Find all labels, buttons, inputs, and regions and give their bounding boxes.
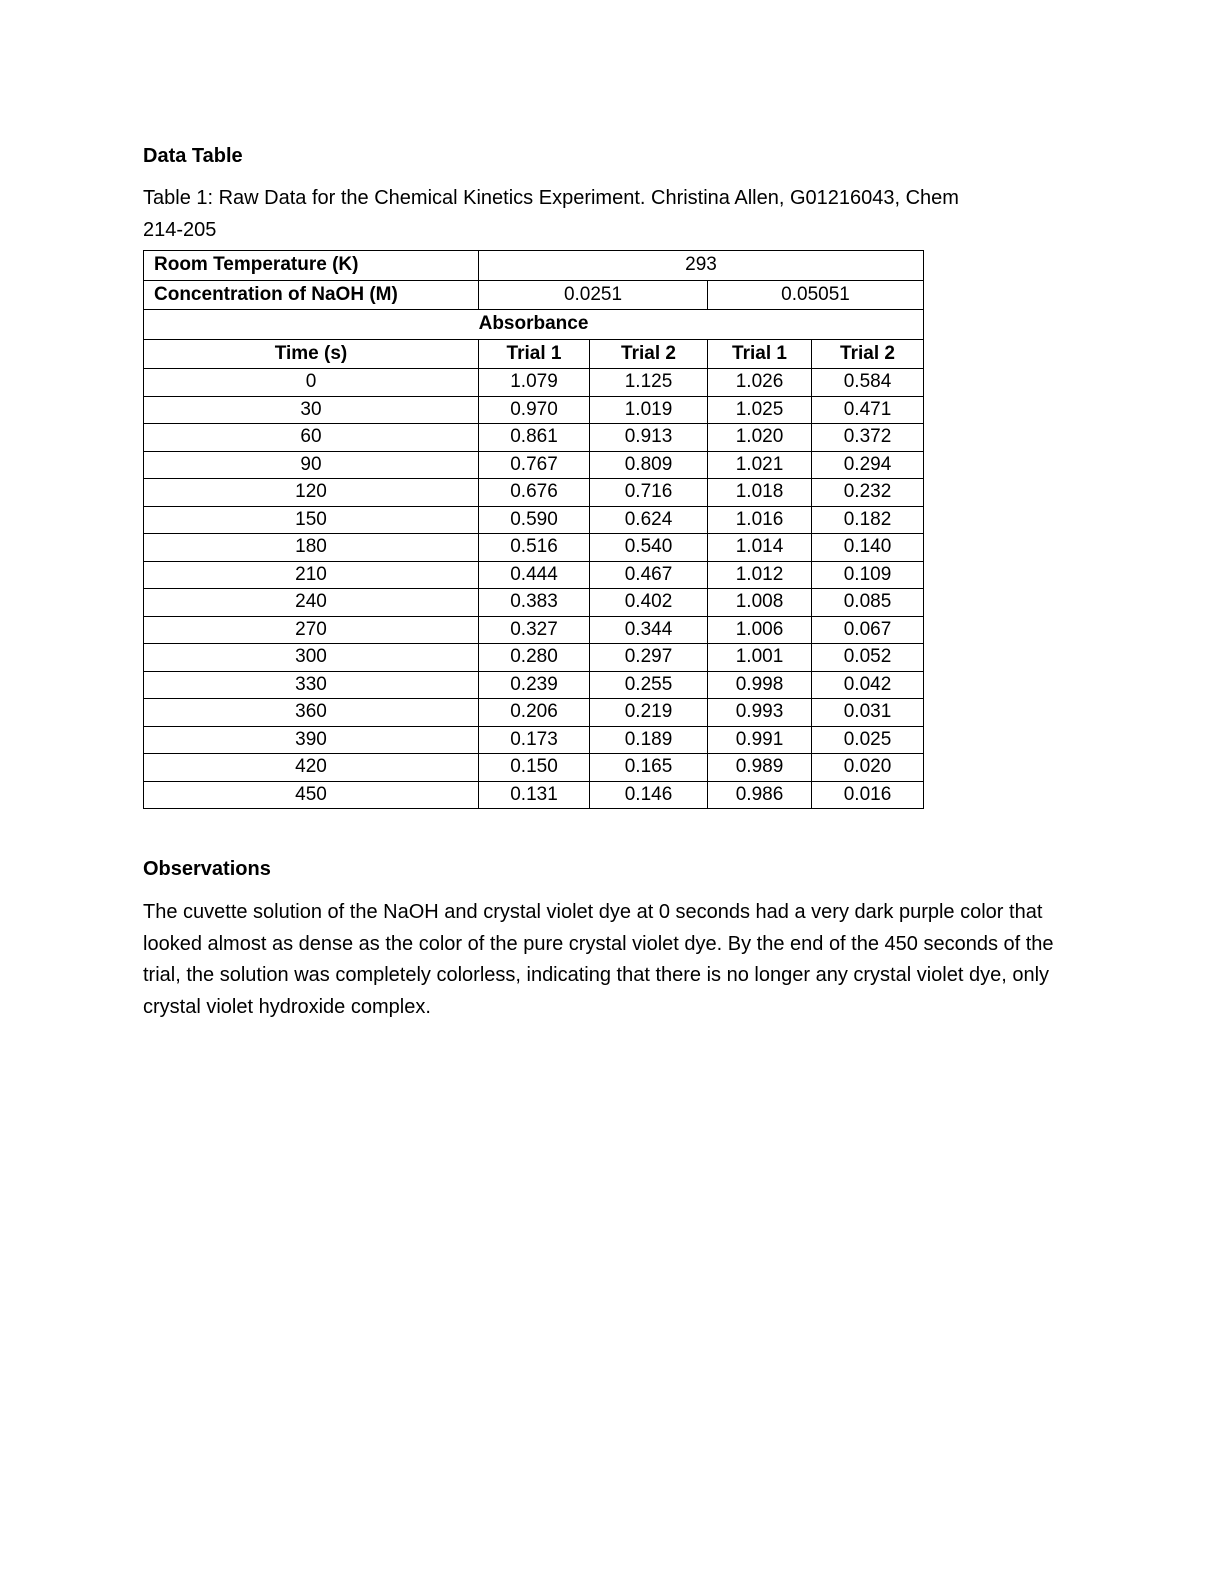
absorbance-cell: 1.006 xyxy=(708,616,812,644)
table-row xyxy=(144,644,924,672)
naoh-concentration-row xyxy=(144,280,924,310)
absorbance-cell: 0.109 xyxy=(812,561,924,589)
absorbance-cell: 0.991 xyxy=(708,726,812,754)
time-header: Time (s) xyxy=(144,339,479,369)
absorbance-cell: 0.986 xyxy=(708,781,812,809)
absorbance-cell: 0.344 xyxy=(590,616,708,644)
absorbance-cell: 0.255 xyxy=(590,671,708,699)
absorbance-cell: 1.019 xyxy=(590,396,708,424)
column-header-row xyxy=(144,339,924,369)
document-page xyxy=(143,140,1083,1023)
trial-header: Trial 1 xyxy=(708,339,812,369)
time-cell: 150 xyxy=(144,506,479,534)
table-row xyxy=(144,726,924,754)
table-row xyxy=(144,671,924,699)
table-row xyxy=(144,561,924,589)
absorbance-cell: 1.012 xyxy=(708,561,812,589)
absorbance-label: Absorbance xyxy=(144,310,924,340)
absorbance-cell: 0.676 xyxy=(479,479,590,507)
room-temperature-label: Room Temperature (K) xyxy=(144,251,479,281)
table-row xyxy=(144,396,924,424)
absorbance-cell: 0.327 xyxy=(479,616,590,644)
raw-data-table xyxy=(143,250,924,809)
absorbance-cell: 0.165 xyxy=(590,754,708,782)
absorbance-cell: 0.173 xyxy=(479,726,590,754)
naoh-concentration-label: Concentration of NaOH (M) xyxy=(144,280,479,310)
time-cell: 270 xyxy=(144,616,479,644)
absorbance-cell: 0.590 xyxy=(479,506,590,534)
table-row xyxy=(144,479,924,507)
absorbance-cell: 0.146 xyxy=(590,781,708,809)
absorbance-cell: 0.467 xyxy=(590,561,708,589)
absorbance-cell: 0.232 xyxy=(812,479,924,507)
absorbance-cell: 0.970 xyxy=(479,396,590,424)
absorbance-cell: 0.052 xyxy=(812,644,924,672)
table-row xyxy=(144,451,924,479)
table-caption: Table 1: Raw Data for the Chemical Kinetics Experiment. Christina Allen, G01216043, Chem 214-205 xyxy=(143,187,959,241)
time-cell: 240 xyxy=(144,589,479,617)
table-row xyxy=(144,589,924,617)
absorbance-cell: 1.018 xyxy=(708,479,812,507)
observations-heading: Observations xyxy=(143,858,271,880)
table-row xyxy=(144,369,924,397)
absorbance-cell: 0.716 xyxy=(590,479,708,507)
absorbance-cell: 0.998 xyxy=(708,671,812,699)
absorbance-row xyxy=(144,310,924,340)
absorbance-cell: 0.016 xyxy=(812,781,924,809)
absorbance-cell: 1.020 xyxy=(708,424,812,452)
absorbance-cell: 0.280 xyxy=(479,644,590,672)
time-cell: 30 xyxy=(144,396,479,424)
trial-header: Trial 2 xyxy=(812,339,924,369)
absorbance-cell: 0.444 xyxy=(479,561,590,589)
time-cell: 420 xyxy=(144,754,479,782)
absorbance-cell: 0.383 xyxy=(479,589,590,617)
table-row xyxy=(144,534,924,562)
time-cell: 180 xyxy=(144,534,479,562)
time-cell: 120 xyxy=(144,479,479,507)
time-cell: 0 xyxy=(144,369,479,397)
trial-header: Trial 1 xyxy=(479,339,590,369)
room-temperature-row xyxy=(144,251,924,281)
absorbance-cell: 0.182 xyxy=(812,506,924,534)
observations-text: The cuvette solution of the NaOH and crystal violet dye at 0 seconds had a very dark purple color that looked almost as dense as the color of the pure crystal violet dye. By the end of the 450 seconds of the trial, the solution was completely colorless, indicating that there is no longer any crystal violet dye, only crystal violet hydroxide complex. xyxy=(143,901,1054,1018)
room-temperature-value: 293 xyxy=(479,251,924,281)
table-row xyxy=(144,781,924,809)
absorbance-cell: 0.809 xyxy=(590,451,708,479)
absorbance-cell: 1.021 xyxy=(708,451,812,479)
absorbance-cell: 0.372 xyxy=(812,424,924,452)
absorbance-cell: 0.085 xyxy=(812,589,924,617)
table-row xyxy=(144,506,924,534)
absorbance-cell: 0.297 xyxy=(590,644,708,672)
time-cell: 360 xyxy=(144,699,479,727)
absorbance-cell: 0.131 xyxy=(479,781,590,809)
time-cell: 60 xyxy=(144,424,479,452)
absorbance-cell: 0.584 xyxy=(812,369,924,397)
absorbance-cell: 0.624 xyxy=(590,506,708,534)
absorbance-cell: 1.016 xyxy=(708,506,812,534)
absorbance-cell: 0.025 xyxy=(812,726,924,754)
table-row xyxy=(144,616,924,644)
absorbance-cell: 0.042 xyxy=(812,671,924,699)
absorbance-cell: 0.219 xyxy=(590,699,708,727)
absorbance-cell: 0.989 xyxy=(708,754,812,782)
absorbance-cell: 1.026 xyxy=(708,369,812,397)
absorbance-cell: 0.150 xyxy=(479,754,590,782)
absorbance-cell: 0.993 xyxy=(708,699,812,727)
time-cell: 390 xyxy=(144,726,479,754)
data-table-heading: Data Table xyxy=(143,145,243,167)
time-cell: 90 xyxy=(144,451,479,479)
time-cell: 330 xyxy=(144,671,479,699)
time-cell: 300 xyxy=(144,644,479,672)
absorbance-cell: 1.025 xyxy=(708,396,812,424)
absorbance-cell: 0.140 xyxy=(812,534,924,562)
naoh-concentration-value-2: 0.05051 xyxy=(708,280,924,310)
absorbance-cell: 0.402 xyxy=(590,589,708,617)
absorbance-cell: 0.031 xyxy=(812,699,924,727)
absorbance-cell: 0.861 xyxy=(479,424,590,452)
absorbance-cell: 0.767 xyxy=(479,451,590,479)
table-row xyxy=(144,424,924,452)
absorbance-cell: 0.189 xyxy=(590,726,708,754)
absorbance-cell: 1.079 xyxy=(479,369,590,397)
absorbance-cell: 0.206 xyxy=(479,699,590,727)
absorbance-cell: 0.067 xyxy=(812,616,924,644)
absorbance-cell: 1.014 xyxy=(708,534,812,562)
absorbance-cell: 0.516 xyxy=(479,534,590,562)
table-row xyxy=(144,754,924,782)
time-cell: 450 xyxy=(144,781,479,809)
time-cell: 210 xyxy=(144,561,479,589)
absorbance-cell: 0.471 xyxy=(812,396,924,424)
absorbance-cell: 0.913 xyxy=(590,424,708,452)
absorbance-cell: 0.294 xyxy=(812,451,924,479)
absorbance-cell: 1.125 xyxy=(590,369,708,397)
trial-header: Trial 2 xyxy=(590,339,708,369)
naoh-concentration-value-1: 0.0251 xyxy=(479,280,708,310)
absorbance-cell: 1.008 xyxy=(708,589,812,617)
absorbance-cell: 0.540 xyxy=(590,534,708,562)
absorbance-cell: 1.001 xyxy=(708,644,812,672)
absorbance-cell: 0.020 xyxy=(812,754,924,782)
table-row xyxy=(144,699,924,727)
absorbance-cell: 0.239 xyxy=(479,671,590,699)
